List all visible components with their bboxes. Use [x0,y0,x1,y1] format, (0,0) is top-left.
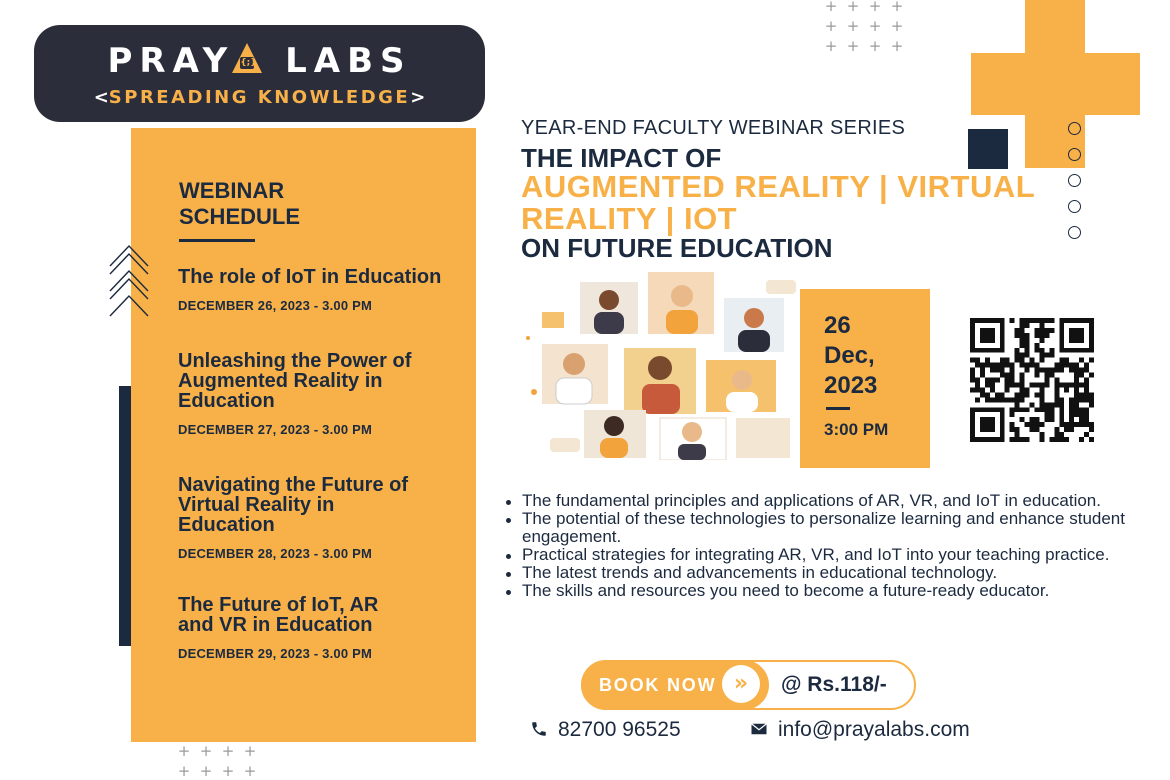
plus-glyph: + [221,742,235,760]
plus-glyph: + [824,0,838,15]
list-item: Practical strategies for integrating AR, VR, and IoT into your teaching practice. [505,546,1155,564]
list-item: The fundamental principles and applications of AR, VR, and IoT in education. [505,492,1155,510]
schedule-item-date: DECEMBER 27, 2023 - 3.00 PM [178,422,372,437]
video-call-illustration [520,268,804,460]
phone-number: 82700 96525 [558,718,681,741]
learning-points-list [505,492,1155,600]
tagline-bracket-left: < [93,87,109,108]
schedule-item [178,595,413,662]
date-divider [826,407,850,410]
logo-name-part1: PRAY [107,41,235,81]
book-now-label: BOOK NOW [599,675,717,695]
plus-glyph: + [890,17,904,35]
plus-glyph: + [846,37,860,55]
tagline-bracket-right: > [410,87,426,108]
schedule-item-title: Unleashing the Power of Augmented Reality in Education [178,350,412,412]
price-label: @ Rs.118/- [781,673,887,696]
event-month: Dec, [824,342,875,369]
plus-glyph: + [868,17,882,35]
phone-contact[interactable] [528,718,681,742]
headline-line1: THE IMPACT OF [521,143,722,173]
logo-a-mark-icon [232,43,262,75]
event-date-box [800,289,930,468]
event-time: 3:00 PM [824,420,889,439]
logo-name-part2: LABS [285,41,412,81]
headline-highlight: AUGMENTED REALITY | VIRTUAL REALITY | IOT [521,169,1035,236]
schedule-item-date: DECEMBER 28, 2023 - 3.00 PM [178,546,372,561]
plus-glyph: + [890,37,904,55]
schedule-item-title: The Future of IoT, AR and VR in Education [178,594,379,636]
schedule-title: WEBINAR SCHEDULE [179,178,301,229]
schedule-title-underline [179,239,255,242]
navy-square-decoration [968,129,1008,169]
phone-icon [528,720,550,738]
circle-dots-decoration [1068,122,1082,252]
plus-pattern-top [820,0,908,54]
plus-glyph: + [243,762,257,780]
book-now-pill[interactable] [581,660,769,710]
plus-glyph: + [177,762,191,780]
plus-glyph: + [824,37,838,55]
list-item: The skills and resources you need to become a future-ready educator. [505,582,1155,600]
logo-tagline-row [34,87,485,108]
schedule-item-title: The role of IoT in Education [178,266,442,288]
plus-glyph: + [221,762,235,780]
plus-glyph: + [243,742,257,760]
plus-glyph: + [868,37,882,55]
qr-code[interactable] [970,318,1094,442]
list-item: The potential of these technologies to personalize learning and enhance student engagement. [505,510,1155,546]
double-chevron-icon: » [722,665,760,703]
plus-glyph: + [846,17,860,35]
mail-icon [748,720,770,738]
logo-banner [34,25,485,122]
schedule-item-title: Navigating the Future of Virtual Reality in Education [178,474,408,536]
schedule-item-date: DECEMBER 26, 2023 - 3.00 PM [178,298,372,313]
schedule-item-date: DECEMBER 29, 2023 - 3.00 PM [178,646,372,661]
plus-glyph: + [890,0,904,15]
plus-glyph: + [177,742,191,760]
series-title: YEAR-END FACULTY WEBINAR SERIES [521,117,906,139]
email-address: info@prayalabs.com [778,718,970,741]
headline-line3: ON FUTURE EDUCATION [521,233,833,263]
event-year: 2023 [824,372,878,399]
logo-tagline: SPREADING KNOWLEDGE [108,87,411,108]
schedule-item [178,351,453,438]
logo-mark-glyph: {;} [240,58,257,68]
event-date [824,311,924,401]
schedule-item [178,475,423,562]
plus-shape-decoration [971,53,1140,115]
logo-wordmark [34,41,485,81]
event-day: 26 [824,312,851,339]
plus-glyph: + [868,0,882,15]
navy-accent-bar [119,386,131,646]
plus-glyph: + [824,17,838,35]
email-contact[interactable] [748,718,970,742]
plus-glyph: + [846,0,860,15]
schedule-item [178,267,473,314]
chevron-up-icon [108,242,150,318]
list-item: The latest trends and advancements in educational technology. [505,564,1155,582]
plus-glyph: + [199,742,213,760]
book-now-button[interactable] [581,660,916,710]
plus-glyph: + [199,762,213,780]
